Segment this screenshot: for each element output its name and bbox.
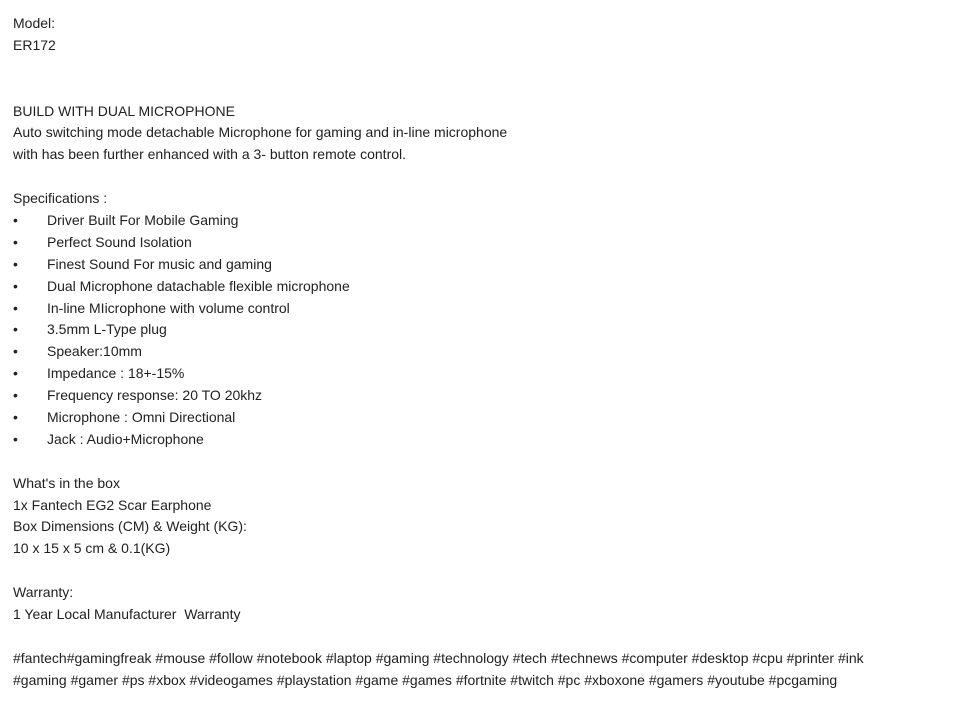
spacer xyxy=(13,626,952,648)
spec-item xyxy=(13,298,952,320)
bullet-icon: • xyxy=(13,321,18,338)
box-contents: 1x Fantech EG2 Scar Earphone xyxy=(13,496,212,513)
spacer xyxy=(13,57,952,79)
box-heading: What's in the box xyxy=(13,474,120,491)
spec-item xyxy=(13,363,952,385)
spec-item-text: In-line MIicrophone with volume control xyxy=(47,299,290,316)
bullet-icon: • xyxy=(13,277,18,294)
spacer xyxy=(13,451,952,473)
spacer xyxy=(13,166,952,188)
model-value: ER172 xyxy=(13,36,56,53)
spec-item xyxy=(13,232,952,254)
bullet-icon: • xyxy=(13,409,18,426)
spec-item-text: 3.5mm L-Type plug xyxy=(47,321,167,338)
box-dimensions-label: Box Dimensions (CM) & Weight (KG): xyxy=(13,518,247,535)
product-description xyxy=(13,13,952,692)
spec-item xyxy=(13,407,952,429)
bullet-icon: • xyxy=(13,430,18,447)
spec-item xyxy=(13,429,952,451)
warranty-value: 1 Year Local Manufacturer Warranty xyxy=(13,606,241,623)
spec-item-text: Impedance : 18+-15% xyxy=(47,365,185,382)
warranty-label: Warranty: xyxy=(13,584,74,601)
bullet-icon: • xyxy=(13,233,18,250)
spec-item xyxy=(13,385,952,407)
specifications-heading: Specifications : xyxy=(13,190,108,207)
hashtags-line: #fantech#gamingfreak #mouse #follow #notebook #laptop #gaming #technology #tech #technews #computer #desktop #cpu #printer #ink xyxy=(13,649,864,666)
spec-item-text: Microphone : Omni Directional xyxy=(47,409,236,426)
box-dimensions-value: 10 x 15 x 5 cm & 0.1(KG) xyxy=(13,540,171,557)
spacer xyxy=(13,560,952,582)
bullet-icon: • xyxy=(13,255,18,272)
bullet-icon: • xyxy=(13,365,18,382)
spec-item xyxy=(13,319,952,341)
spec-item-text: Jack : Audio+Microphone xyxy=(47,430,204,447)
bullet-icon: • xyxy=(13,212,18,229)
bullet-icon: • xyxy=(13,299,18,316)
spec-item-text: Driver Built For Mobile Gaming xyxy=(47,212,239,229)
feature-line: Auto switching mode detachable Microphone for gaming and in-line microphone xyxy=(13,124,508,141)
spec-item-text: Speaker:10mm xyxy=(47,343,142,360)
spec-item xyxy=(13,210,952,232)
model-label: Model: xyxy=(13,15,56,31)
hashtags-line: #gaming #gamer #ps #xbox #videogames #playstation #game #games #fortnite #twitch #pc #xboxone #gamers #youtube #pcgaming xyxy=(13,671,838,688)
feature-heading: BUILD WITH DUAL MICROPHONE xyxy=(13,102,235,119)
feature-line: with has been further enhanced with a 3- button remote control. xyxy=(13,146,407,163)
bullet-icon: • xyxy=(13,387,18,404)
spec-item-text: Frequency response: 20 TO 20khz xyxy=(47,387,263,404)
spacer xyxy=(13,79,952,101)
spec-item xyxy=(13,254,952,276)
specifications-list xyxy=(13,210,952,451)
bullet-icon: • xyxy=(13,343,18,360)
spec-item-text: Dual Microphone datachable flexible microphone xyxy=(47,277,350,294)
spec-item-text: Perfect Sound Isolation xyxy=(47,233,192,250)
spec-item xyxy=(13,341,952,363)
spec-item-text: Finest Sound For music and gaming xyxy=(47,255,272,272)
spec-item xyxy=(13,276,952,298)
